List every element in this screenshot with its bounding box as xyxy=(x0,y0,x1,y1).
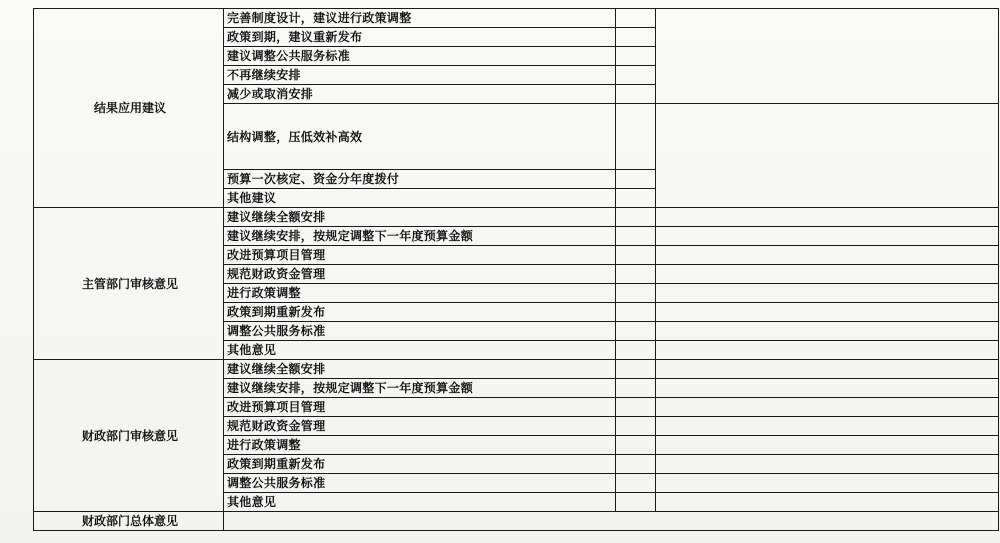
checkbox-cell[interactable] xyxy=(616,436,656,455)
remark-cell[interactable] xyxy=(656,208,999,227)
section-title-supervisor-review: 主管部门审核意见 xyxy=(34,208,224,360)
remark-cell[interactable] xyxy=(656,417,999,436)
option-label: 其他意见 xyxy=(224,493,616,512)
checkbox-cell[interactable] xyxy=(616,9,656,28)
remark-cell[interactable] xyxy=(656,303,999,322)
table-row xyxy=(34,208,999,227)
option-label: 政策到期重新发布 xyxy=(224,455,616,474)
option-label: 建议继续安排，按规定调整下一年度预算金额 xyxy=(224,227,616,246)
remark-cell[interactable] xyxy=(656,322,999,341)
final-opinion-label: 财政部门总体意见 xyxy=(34,512,224,531)
option-label: 建议调整公共服务标准 xyxy=(224,47,616,66)
table-row xyxy=(34,9,999,28)
remark-cell[interactable] xyxy=(656,284,999,303)
remark-cell[interactable] xyxy=(656,360,999,379)
remark-cell[interactable] xyxy=(656,379,999,398)
checkbox-cell[interactable] xyxy=(616,170,656,189)
option-label: 调整公共服务标准 xyxy=(224,474,616,493)
option-label: 其他建议 xyxy=(224,189,616,208)
option-label: 规范财政资金管理 xyxy=(224,417,616,436)
checkbox-cell[interactable] xyxy=(616,265,656,284)
option-label: 改进预算项目管理 xyxy=(224,398,616,417)
remark-cell[interactable] xyxy=(656,265,999,284)
checkbox-cell[interactable] xyxy=(616,341,656,360)
checkbox-cell[interactable] xyxy=(616,493,656,512)
remark-cell[interactable] xyxy=(656,455,999,474)
checkbox-cell[interactable] xyxy=(616,85,656,104)
section-title-result-application: 结果应用建议 xyxy=(34,9,224,208)
checkbox-cell[interactable] xyxy=(616,360,656,379)
option-label: 规范财政资金管理 xyxy=(224,265,616,284)
option-label: 建议继续全额安排 xyxy=(224,360,616,379)
remark-cell[interactable] xyxy=(656,474,999,493)
checkbox-cell[interactable] xyxy=(616,66,656,85)
remark-cell[interactable] xyxy=(656,227,999,246)
checkbox-cell[interactable] xyxy=(616,104,656,170)
section-title-finance-review: 财政部门审核意见 xyxy=(34,360,224,512)
option-label: 调整公共服务标准 xyxy=(224,322,616,341)
option-label: 政策到期，建议重新发布 xyxy=(224,28,616,47)
checkbox-cell[interactable] xyxy=(616,379,656,398)
remark-cell[interactable] xyxy=(656,246,999,265)
final-opinion-field[interactable] xyxy=(224,512,999,531)
table-row xyxy=(34,360,999,379)
option-label: 改进预算项目管理 xyxy=(224,246,616,265)
option-label: 建议继续全额安排 xyxy=(224,208,616,227)
table-row xyxy=(34,512,999,531)
checkbox-cell[interactable] xyxy=(616,189,656,208)
option-label: 其他意见 xyxy=(224,341,616,360)
remark-cell[interactable] xyxy=(656,436,999,455)
remark-cell[interactable] xyxy=(656,104,999,208)
option-label: 不再继续安排 xyxy=(224,66,616,85)
checkbox-cell[interactable] xyxy=(616,417,656,436)
remark-cell[interactable] xyxy=(656,493,999,512)
checkbox-cell[interactable] xyxy=(616,208,656,227)
option-label: 政策到期重新发布 xyxy=(224,303,616,322)
checkbox-cell[interactable] xyxy=(616,322,656,341)
checkbox-cell[interactable] xyxy=(616,398,656,417)
option-label: 进行政策调整 xyxy=(224,436,616,455)
checkbox-cell[interactable] xyxy=(616,227,656,246)
checkbox-cell[interactable] xyxy=(616,284,656,303)
option-label: 减少或取消安排 xyxy=(224,85,616,104)
remark-cell[interactable] xyxy=(656,341,999,360)
checkbox-cell[interactable] xyxy=(616,47,656,66)
option-label: 建议继续安排，按规定调整下一年度预算金额 xyxy=(224,379,616,398)
checkbox-cell[interactable] xyxy=(616,28,656,47)
checkbox-cell[interactable] xyxy=(616,455,656,474)
checkbox-cell[interactable] xyxy=(616,303,656,322)
option-label: 结构调整，压低效补高效 xyxy=(224,104,616,170)
checkbox-cell[interactable] xyxy=(616,246,656,265)
option-label: 进行政策调整 xyxy=(224,284,616,303)
option-label: 完善制度设计，建议进行政策调整 xyxy=(224,9,616,28)
remark-cell[interactable] xyxy=(656,9,999,104)
evaluation-form-table xyxy=(33,8,999,531)
checkbox-cell[interactable] xyxy=(616,474,656,493)
option-label: 预算一次核定、资金分年度拨付 xyxy=(224,170,616,189)
remark-cell[interactable] xyxy=(656,398,999,417)
